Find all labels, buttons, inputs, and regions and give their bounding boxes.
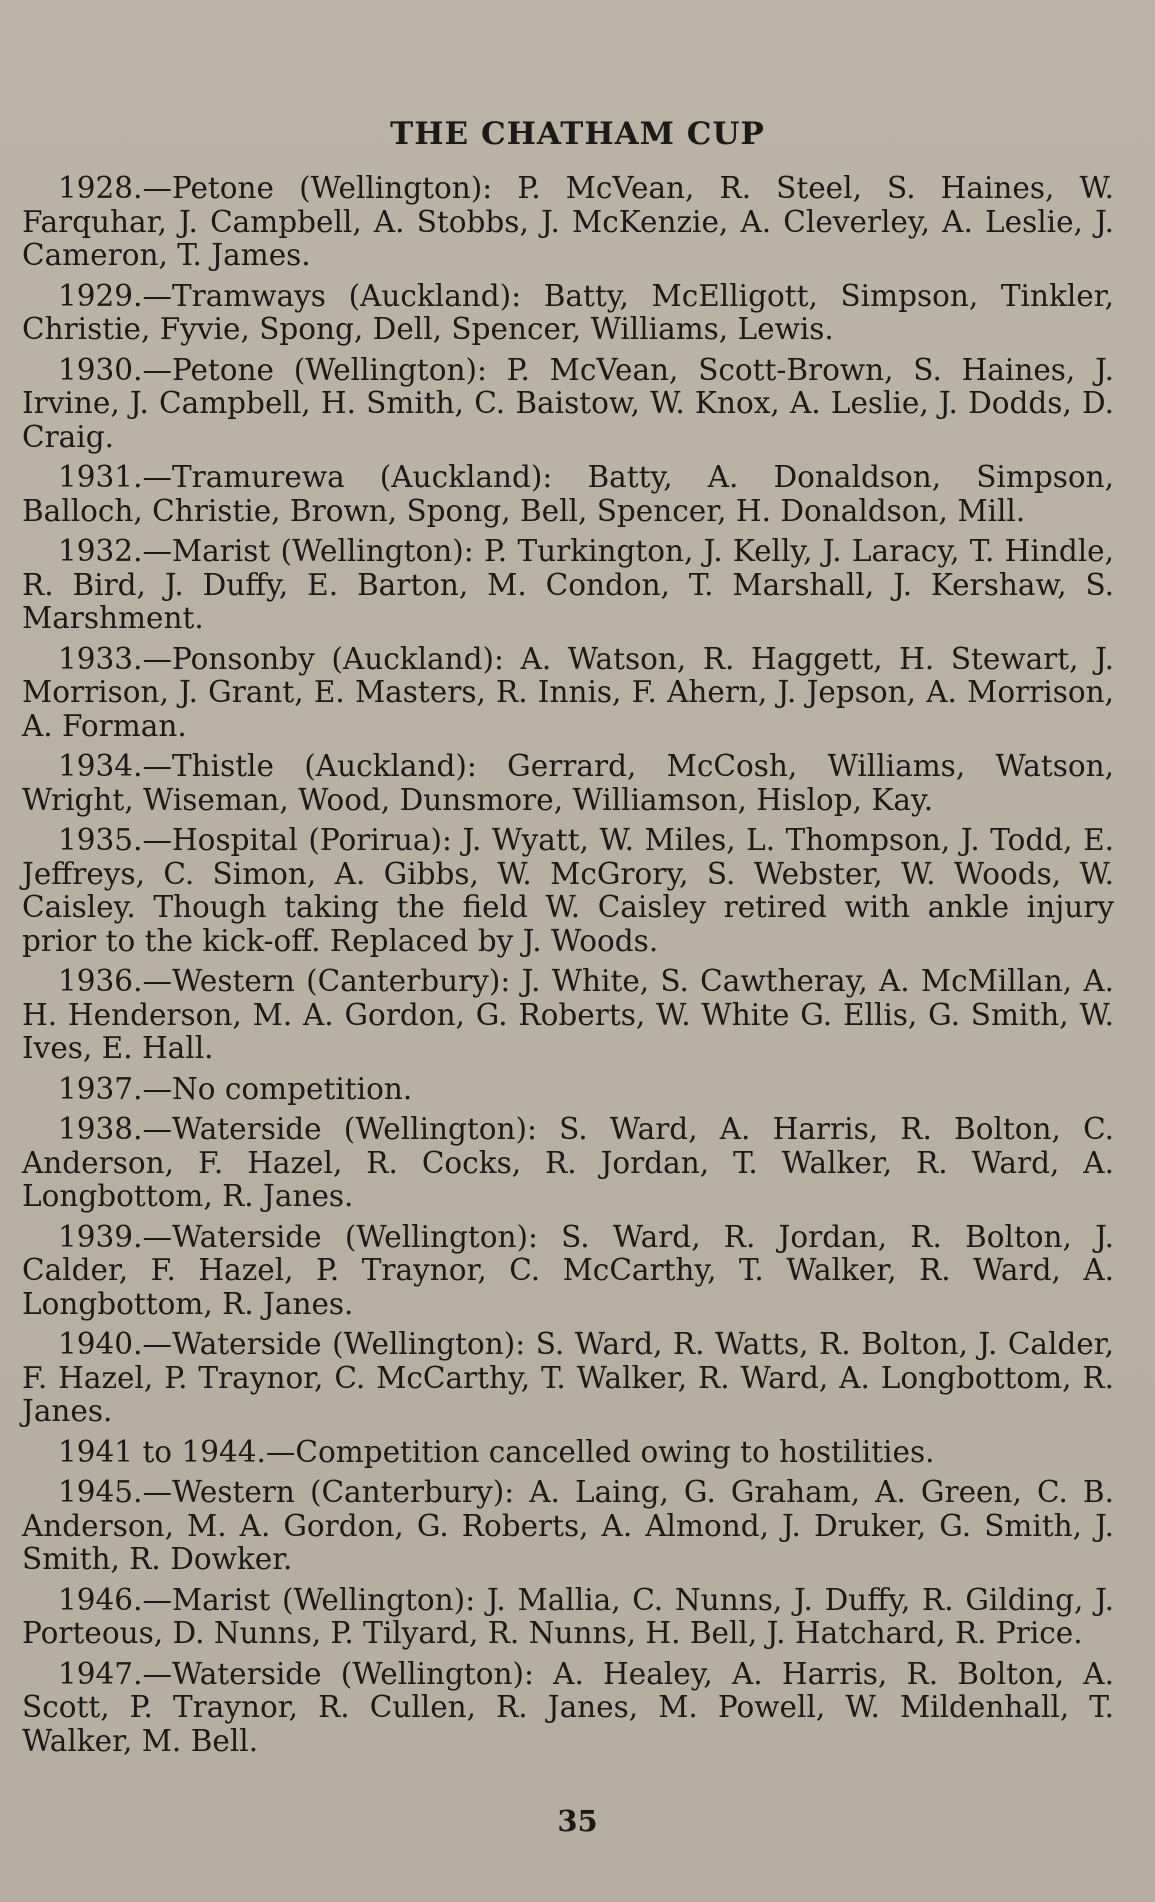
entry-heading: 1939.—Waterside (Wellington):: [58, 1219, 538, 1254]
entry-heading: 1935.—Hospital (Porirua):: [58, 823, 452, 857]
entry-heading: 1934.—Thistle (Auckland):: [58, 749, 477, 783]
list-item: [22, 461, 1114, 528]
entry-text: J. White, S. Cawtheray, A. McMillan, A. H. Henderson, M. A. Gordon, G. Roberts, W. White G. Ellis, G. Smith, W. Ives, E. Hall.: [22, 964, 1114, 1065]
entry-text: S. Ward, A. Harris, R. Bolton, C. Anderson, F. Hazel, R. Cocks, R. Jordan, T. Walker, R. Ward, A. Longbottom, R. Janes.: [22, 1112, 1114, 1213]
entry-text: S. Ward, R. Watts, R. Bolton, J. Calder, F. Hazel, P. Traynor, C. McCarthy, T. Walker, R. Ward, A. Longbottom, R. Janes.: [22, 1327, 1114, 1428]
entry-heading: 1941 to 1944.—Competition cancelled owing to hostilities.: [58, 1434, 935, 1469]
results-list: [22, 172, 1114, 1765]
entry-heading: 1929.—Tramways (Auckland):: [58, 278, 522, 313]
entry-text: A. Watson, R. Haggett, H. Stewart, J. Morrison, J. Grant, E. Masters, R. Innis, F. Ahern, J. Jepson, A. Morrison, A. Forman.: [22, 641, 1114, 743]
page-title: THE CHATHAM CUP: [390, 116, 765, 152]
list-item: [22, 1658, 1114, 1759]
list-item: [22, 643, 1114, 744]
entry-heading: 1947.—Waterside (Wellington):: [58, 1656, 534, 1691]
entry-heading: 1946.—Marist (Wellington):: [58, 1582, 476, 1617]
entry-text: A. Laing, G. Graham, A. Green, C. B. Anderson, M. A. Gordon, G. Roberts, A. Almond, J. Druker, G. Smith, J. Smith, R. Dowker.: [22, 1475, 1114, 1576]
entry-heading: 1928.—Petone (Wellington):: [58, 171, 493, 205]
entry-text: J. Wyatt, W. Miles, L. Thompson, J. Todd, E. Jeffreys, C. Simon, A. Gibbs, W. McGrory, S. Webster, W. Woods, W. Caisley. Though taking the field W. Caisley retired with ankle injury prior to the kick-off. Replaced by J. Woods.: [22, 823, 1114, 958]
list-item: [22, 172, 1114, 273]
entry-heading: 1932.—Marist (Wellington):: [58, 534, 474, 568]
list-item: [22, 1113, 1114, 1214]
page-number: 35: [557, 1804, 598, 1838]
list-item: [22, 1476, 1114, 1577]
entry-text: P. McVean, R. Steel, S. Haines, W. Farquhar, J. Campbell, A. Stobbs, J. McKenzie, A. Cleverley, A. Leslie, J. Cameron, T. James.: [22, 171, 1114, 272]
list-item: [22, 750, 1114, 817]
list-item: [22, 280, 1114, 347]
entry-heading: 1937.—No competition.: [58, 1071, 413, 1106]
list-item: [22, 1328, 1114, 1429]
entry-heading: 1936.—Western (Canterbury):: [58, 964, 511, 998]
entry-text: A. Healey, A. Harris, R. Bolton, A. Scott, P. Traynor, R. Cullen, R. Janes, M. Powell, W. Mildenhall, T. Walker, M. Bell.: [22, 1656, 1114, 1758]
list-item: [22, 1073, 1114, 1107]
entry-text: P. Turkington, J. Kelly, J. Laracy, T. Hindle, R. Bird, J. Duffy, E. Barton, M. Condon, T. Marshall, J. Kershaw, S. Marshment.: [22, 534, 1114, 635]
list-item: [22, 1436, 1114, 1470]
entry-text: Gerrard, McCosh, Williams, Watson, Wright, Wiseman, Wood, Dunsmore, Williamson, Hislop, Kay.: [22, 749, 1114, 817]
list-item: [22, 1221, 1114, 1322]
entry-heading: 1931.—Tramurewa (Auckland):: [58, 460, 553, 494]
entry-text: Batty, McElligott, Simpson, Tinkler, Christie, Fyvie, Spong, Dell, Spencer, Williams, Lewis.: [22, 278, 1114, 346]
list-item: [22, 965, 1114, 1066]
entry-heading: 1940.—Waterside (Wellington):: [58, 1327, 526, 1361]
entry-text: Batty, A. Donaldson, Simpson, Balloch, Christie, Brown, Spong, Bell, Spencer, H. Donaldson, Mill.: [22, 460, 1114, 528]
entry-text: J. Mallia, C. Nunns, J. Duffy, R. Gilding, J. Porteous, D. Nunns, P. Tilyard, R. Nunns, H. Bell, J. Hatchard, R. Price.: [22, 1582, 1114, 1650]
entry-heading: 1938.—Waterside (Wellington):: [58, 1112, 537, 1146]
entry-text: S. Ward, R. Jordan, R. Bolton, J. Calder, F. Hazel, P. Traynor, C. McCarthy, T. Walker, R. Ward, A. Longbottom, R. Janes.: [22, 1219, 1114, 1321]
list-item: [22, 535, 1114, 636]
entry-text: P. McVean, Scott-Brown, S. Haines, J. Irvine, J. Campbell, H. Smith, C. Baistow, W. Knox, A. Leslie, J. Dodds, D. Craig.: [22, 352, 1114, 454]
entry-heading: 1933.—Ponsonby (Auckland):: [58, 641, 504, 676]
list-item: [22, 1584, 1114, 1651]
list-item: [22, 824, 1114, 958]
entry-heading: 1945.—Western (Canterbury):: [58, 1475, 515, 1509]
entry-heading: 1930.—Petone (Wellington):: [58, 352, 487, 387]
list-item: [22, 354, 1114, 455]
